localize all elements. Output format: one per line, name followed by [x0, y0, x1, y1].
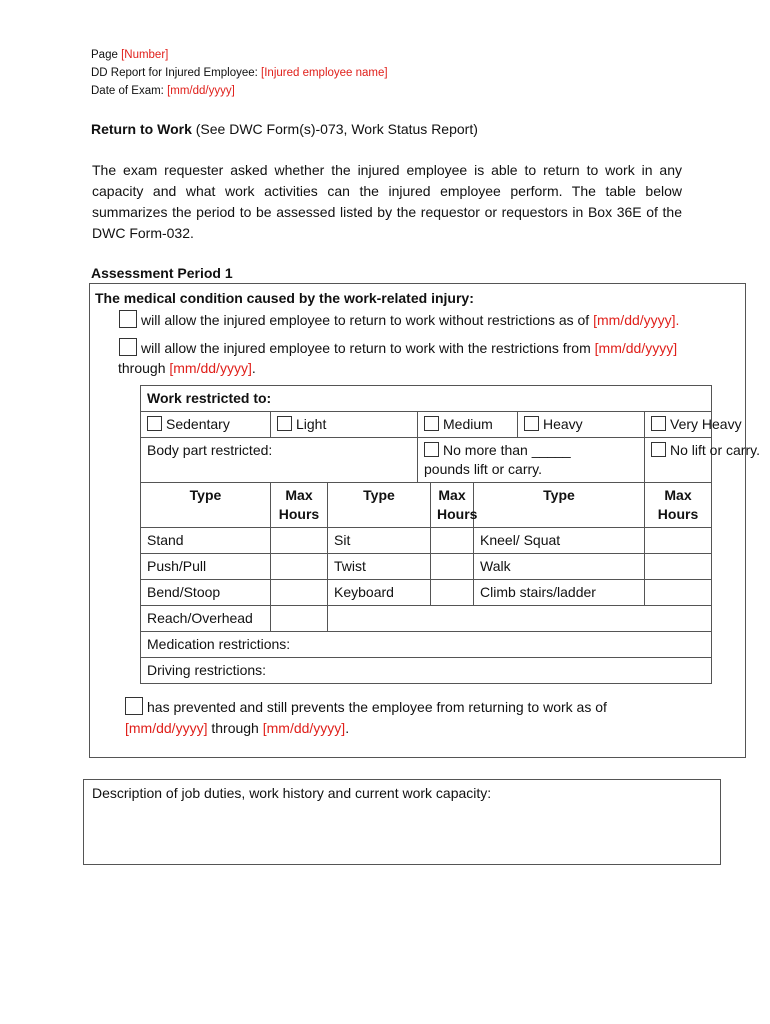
keyboard-hours-cell[interactable]	[431, 580, 474, 606]
heavy-checkbox[interactable]	[524, 416, 539, 431]
option-prevented: has prevented and still prevents the employee from returning to work as of	[125, 697, 607, 717]
col-type-header: Type	[141, 483, 271, 528]
col-type-header: Type	[328, 483, 431, 528]
no-lift-cell: No lift or carry.	[645, 438, 712, 483]
description-label: Description of job duties, work history and current work capacity:	[92, 785, 492, 801]
table-row	[141, 438, 712, 483]
reach-hours-cell[interactable]	[271, 606, 328, 632]
table-row	[141, 483, 712, 528]
work-restrictions-table	[140, 385, 760, 684]
twist-hours-cell[interactable]	[431, 554, 474, 580]
table-row	[141, 632, 712, 658]
no-more-than-checkbox[interactable]	[424, 442, 439, 457]
very-heavy-checkbox[interactable]	[651, 416, 666, 431]
driving-restrictions[interactable]: Driving restrictions:	[141, 658, 712, 684]
activity-walk: Walk	[474, 554, 645, 580]
exam-date-placeholder: [mm/dd/yyyy]	[167, 85, 235, 97]
assessment-period-title: Assessment Period 1	[91, 265, 233, 281]
section-title: Return to Work (See DWC Form(s)-073, Work Status Report)	[91, 121, 478, 137]
activity-stand: Stand	[141, 528, 271, 554]
empty-cell	[328, 606, 712, 632]
body-part-cell: Body part restricted:	[141, 438, 418, 483]
no-restrictions-checkbox[interactable]	[119, 310, 137, 328]
intro-paragraph: The exam requester asked whether the injured employee is able to return to work in any capacity and what work activities can the injured employee perform. The table below summarizes the period to be assessed listed by the requestor or requestors in Box 36E of the DWC Form-032.	[92, 162, 682, 241]
table-row	[141, 580, 712, 606]
table-row	[141, 412, 712, 438]
option-with-restrictions-cont: through [mm/dd/yyyy].	[118, 360, 256, 376]
activity-twist: Twist	[328, 554, 431, 580]
condition-heading: The medical condition caused by the work-related injury:	[95, 290, 474, 306]
medium-checkbox[interactable]	[424, 416, 439, 431]
level-heavy: Heavy	[518, 412, 645, 438]
level-medium: Medium	[418, 412, 518, 438]
table-row	[141, 658, 712, 684]
prevented-checkbox[interactable]	[125, 697, 143, 715]
push-pull-hours-cell[interactable]	[271, 554, 328, 580]
medication-restrictions[interactable]: Medication restrictions:	[141, 632, 712, 658]
col-type-header: Type	[474, 483, 645, 528]
activity-reach-overhead: Reach/Overhead	[141, 606, 271, 632]
walk-hours-cell[interactable]	[645, 554, 712, 580]
page-number-line: Page [Number]	[91, 49, 169, 61]
level-light: Light	[271, 412, 418, 438]
work-restricted-heading: Work restricted to:	[141, 386, 712, 412]
bend-hours-cell[interactable]	[271, 580, 328, 606]
option-with-restrictions: will allow the injured employee to return to work with the restrictions from [mm/dd/yyyy]	[119, 338, 677, 358]
sedentary-checkbox[interactable]	[147, 416, 162, 431]
activity-kneel-squat: Kneel/ Squat	[474, 528, 645, 554]
no-more-than-cell: No more than _____ pounds lift or carry.	[418, 438, 645, 483]
activity-push-pull: Push/Pull	[141, 554, 271, 580]
exam-date-line: Date of Exam: [mm/dd/yyyy]	[91, 85, 235, 97]
col-max-hours-header: Max Hours	[645, 483, 712, 528]
stand-hours-cell[interactable]	[271, 528, 328, 554]
level-sedentary: Sedentary	[141, 412, 271, 438]
light-checkbox[interactable]	[277, 416, 292, 431]
activity-sit: Sit	[328, 528, 431, 554]
activity-climb: Climb stairs/ladder	[474, 580, 645, 606]
level-very-heavy: Very Heavy	[645, 412, 712, 438]
report-line: DD Report for Injured Employee: [Injured employee name]	[91, 67, 388, 79]
description-box[interactable]	[83, 779, 721, 865]
table-row	[141, 386, 712, 412]
climb-hours-cell[interactable]	[645, 580, 712, 606]
activity-bend-stoop: Bend/Stoop	[141, 580, 271, 606]
option-no-restrictions: will allow the injured employee to return to work without restrictions as of [mm/dd/yyyy].	[119, 310, 679, 330]
table-row	[141, 606, 712, 632]
activity-keyboard: Keyboard	[328, 580, 431, 606]
table-row	[141, 528, 712, 554]
with-restrictions-checkbox[interactable]	[119, 338, 137, 356]
col-max-hours-header: Max Hours	[271, 483, 328, 528]
table-row	[141, 554, 712, 580]
page-number-placeholder: [Number]	[121, 49, 169, 61]
col-max-hours-header: Max Hours	[431, 483, 474, 528]
employee-name-placeholder: [Injured employee name]	[261, 67, 388, 79]
no-lift-checkbox[interactable]	[651, 442, 666, 457]
option-prevented-cont: [mm/dd/yyyy] through [mm/dd/yyyy].	[125, 720, 350, 736]
kneel-hours-cell[interactable]	[645, 528, 712, 554]
sit-hours-cell[interactable]	[431, 528, 474, 554]
